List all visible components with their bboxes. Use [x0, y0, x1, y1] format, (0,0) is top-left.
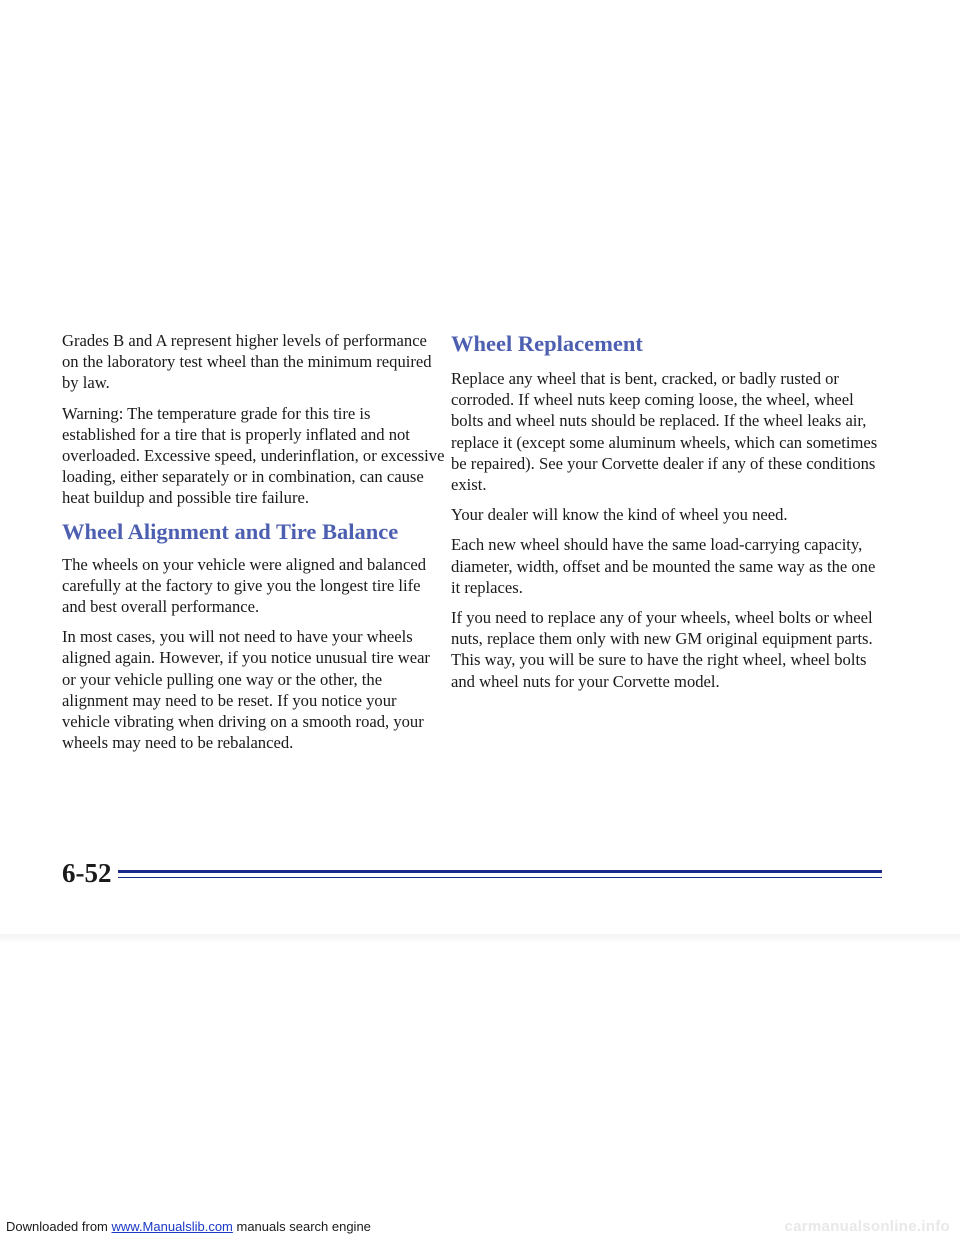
paragraph-replace-wheel: Replace any wheel that is bent, cracked, or badly rusted or corroded. If wheel nuts keep coming loose, the wheel, wheel bolts and wheel nuts should be replaced. If the wheel leaks air, replace it (except some aluminum wheels, which can sometimes be repaired). See your Corvette dealer if any of these conditions exist. [451, 369, 878, 495]
footer-rule-thick [118, 870, 882, 873]
paragraph-gm-parts: If you need to replace any of your wheels, wheel bolts or wheel nuts, replace them only with new GM original equipment parts. This way, you will be sure to have the right wheel, wheel bolts and wheel nuts for your Corvette model. [451, 608, 873, 691]
paragraph-grades: Grades B and A represent higher levels of performance on the laboratory test wheel than the minimum required by law. [62, 331, 432, 393]
page-number: 6-52 [62, 858, 112, 888]
download-suffix: manuals search engine [232, 1219, 371, 1234]
heading-wheel-replacement: Wheel Replacement [451, 331, 643, 356]
page-bottom-shade [0, 934, 960, 944]
paragraph-dealer: Your dealer will know the kind of wheel you need. [451, 505, 788, 525]
left-column [62, 330, 446, 762]
watermark-text: carmanualsonline.info [784, 1218, 950, 1235]
download-banner [0, 1212, 960, 1242]
page-footer [0, 856, 960, 896]
footer-rule-thin [118, 877, 882, 878]
right-column [451, 330, 881, 701]
download-notice [6, 1212, 371, 1242]
paragraph-alignment-cases: In most cases, you will not need to have your wheels aligned again. However, if you notice unusual tire wear or your vehicle pulling one way or the other, the alignment may need to be reset. If you notice your vehicle vibrating when driving on a smooth road, your wheels may need to be rebalanced. [62, 627, 430, 753]
manualslib-link[interactable]: www.Manualslib.com [111, 1219, 233, 1234]
download-prefix: Downloaded from [6, 1219, 112, 1234]
paragraph-alignment-factory: The wheels on your vehicle were aligned and balanced carefully at the factory to give you the longest tire life and best overall performance. [62, 554, 426, 617]
paragraph-warning: Warning: The temperature grade for this tire is established for a tire that is properly inflated and not overloaded. Excessive speed, underinflation, or excessive loading, either separately or in combination, can cause heat buildup and possible tire failure. [62, 403, 445, 508]
paragraph-new-wheel: Each new wheel should have the same load-carrying capacity, diameter, width, offset and be mounted the same way as the one it replaces. [451, 535, 876, 597]
heading-wheel-alignment: Wheel Alignment and Tire Balance [62, 518, 399, 544]
